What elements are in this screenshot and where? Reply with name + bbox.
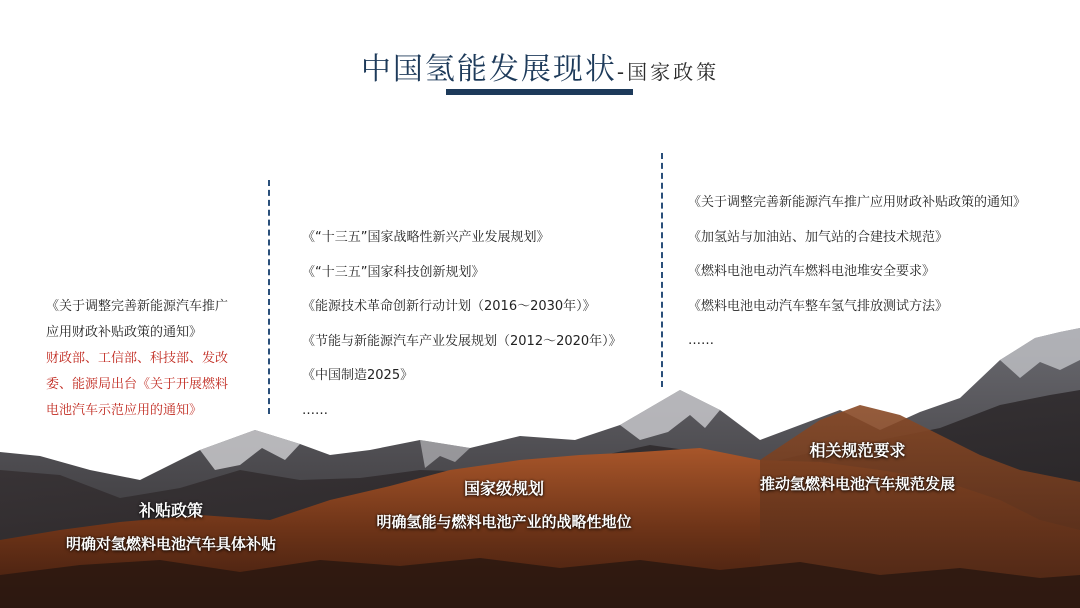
policy-line-ellipsis: …… [302, 402, 328, 418]
caption-standards [735, 438, 980, 494]
caption-title: 国家级规划 [463, 479, 544, 498]
policy-line: 《“十三五”国家科技创新规划》 [302, 264, 485, 280]
caption-title: 相关规范要求 [809, 441, 906, 460]
policy-line: 应用财政补贴政策的通知》 [46, 325, 203, 340]
policy-line: 《燃料电池电动汽车整车氢气排放测试方法》 [688, 298, 949, 314]
policy-line-highlight: 委、能源局出台《关于开展燃料 [46, 377, 229, 392]
policy-line: 《“十三五”国家战略性新兴产业发展规划》 [302, 230, 550, 245]
page-title [0, 44, 1080, 88]
title-underline-bar [446, 89, 633, 95]
policy-line-highlight: 电池汽车示范应用的通知》 [46, 403, 203, 418]
policy-line: 《节能与新能源汽车产业发展规划（2012～2020年）》 [302, 333, 622, 349]
policy-line: 《中国制造2025》 [302, 368, 414, 383]
caption-subtitle: 明确氢能与燃料电池产业的战略性地位 [376, 513, 632, 531]
page-title-main: 中国氢能发展现状 [360, 52, 617, 87]
policy-line: 《燃料电池电动汽车燃料电池堆安全要求》 [688, 264, 936, 279]
policy-line-highlight: 财政部、工信部、科技部、发改 [46, 351, 229, 366]
policy-line: 《关于调整完善新能源汽车推广应用财政补贴政策的通知》 [688, 195, 1027, 210]
page-title-sub: -国家政策 [616, 60, 720, 84]
caption-subtitle: 推动氢燃料电池汽车规范发展 [759, 475, 955, 493]
policy-line: 《加氢站与加油站、加气站的合建技术规范》 [688, 229, 949, 245]
policy-line: 《能源技术革命创新行动计划（2016～2030年）》 [302, 299, 596, 314]
policy-line-ellipsis: …… [688, 333, 714, 348]
caption-subsidy [40, 498, 302, 554]
caption-national-plan [345, 476, 663, 532]
caption-title: 补贴政策 [138, 501, 203, 520]
caption-subtitle: 明确对氢燃料电池汽车具体补贴 [65, 535, 276, 553]
policy-line: 《关于调整完善新能源汽车推广 [46, 299, 229, 314]
